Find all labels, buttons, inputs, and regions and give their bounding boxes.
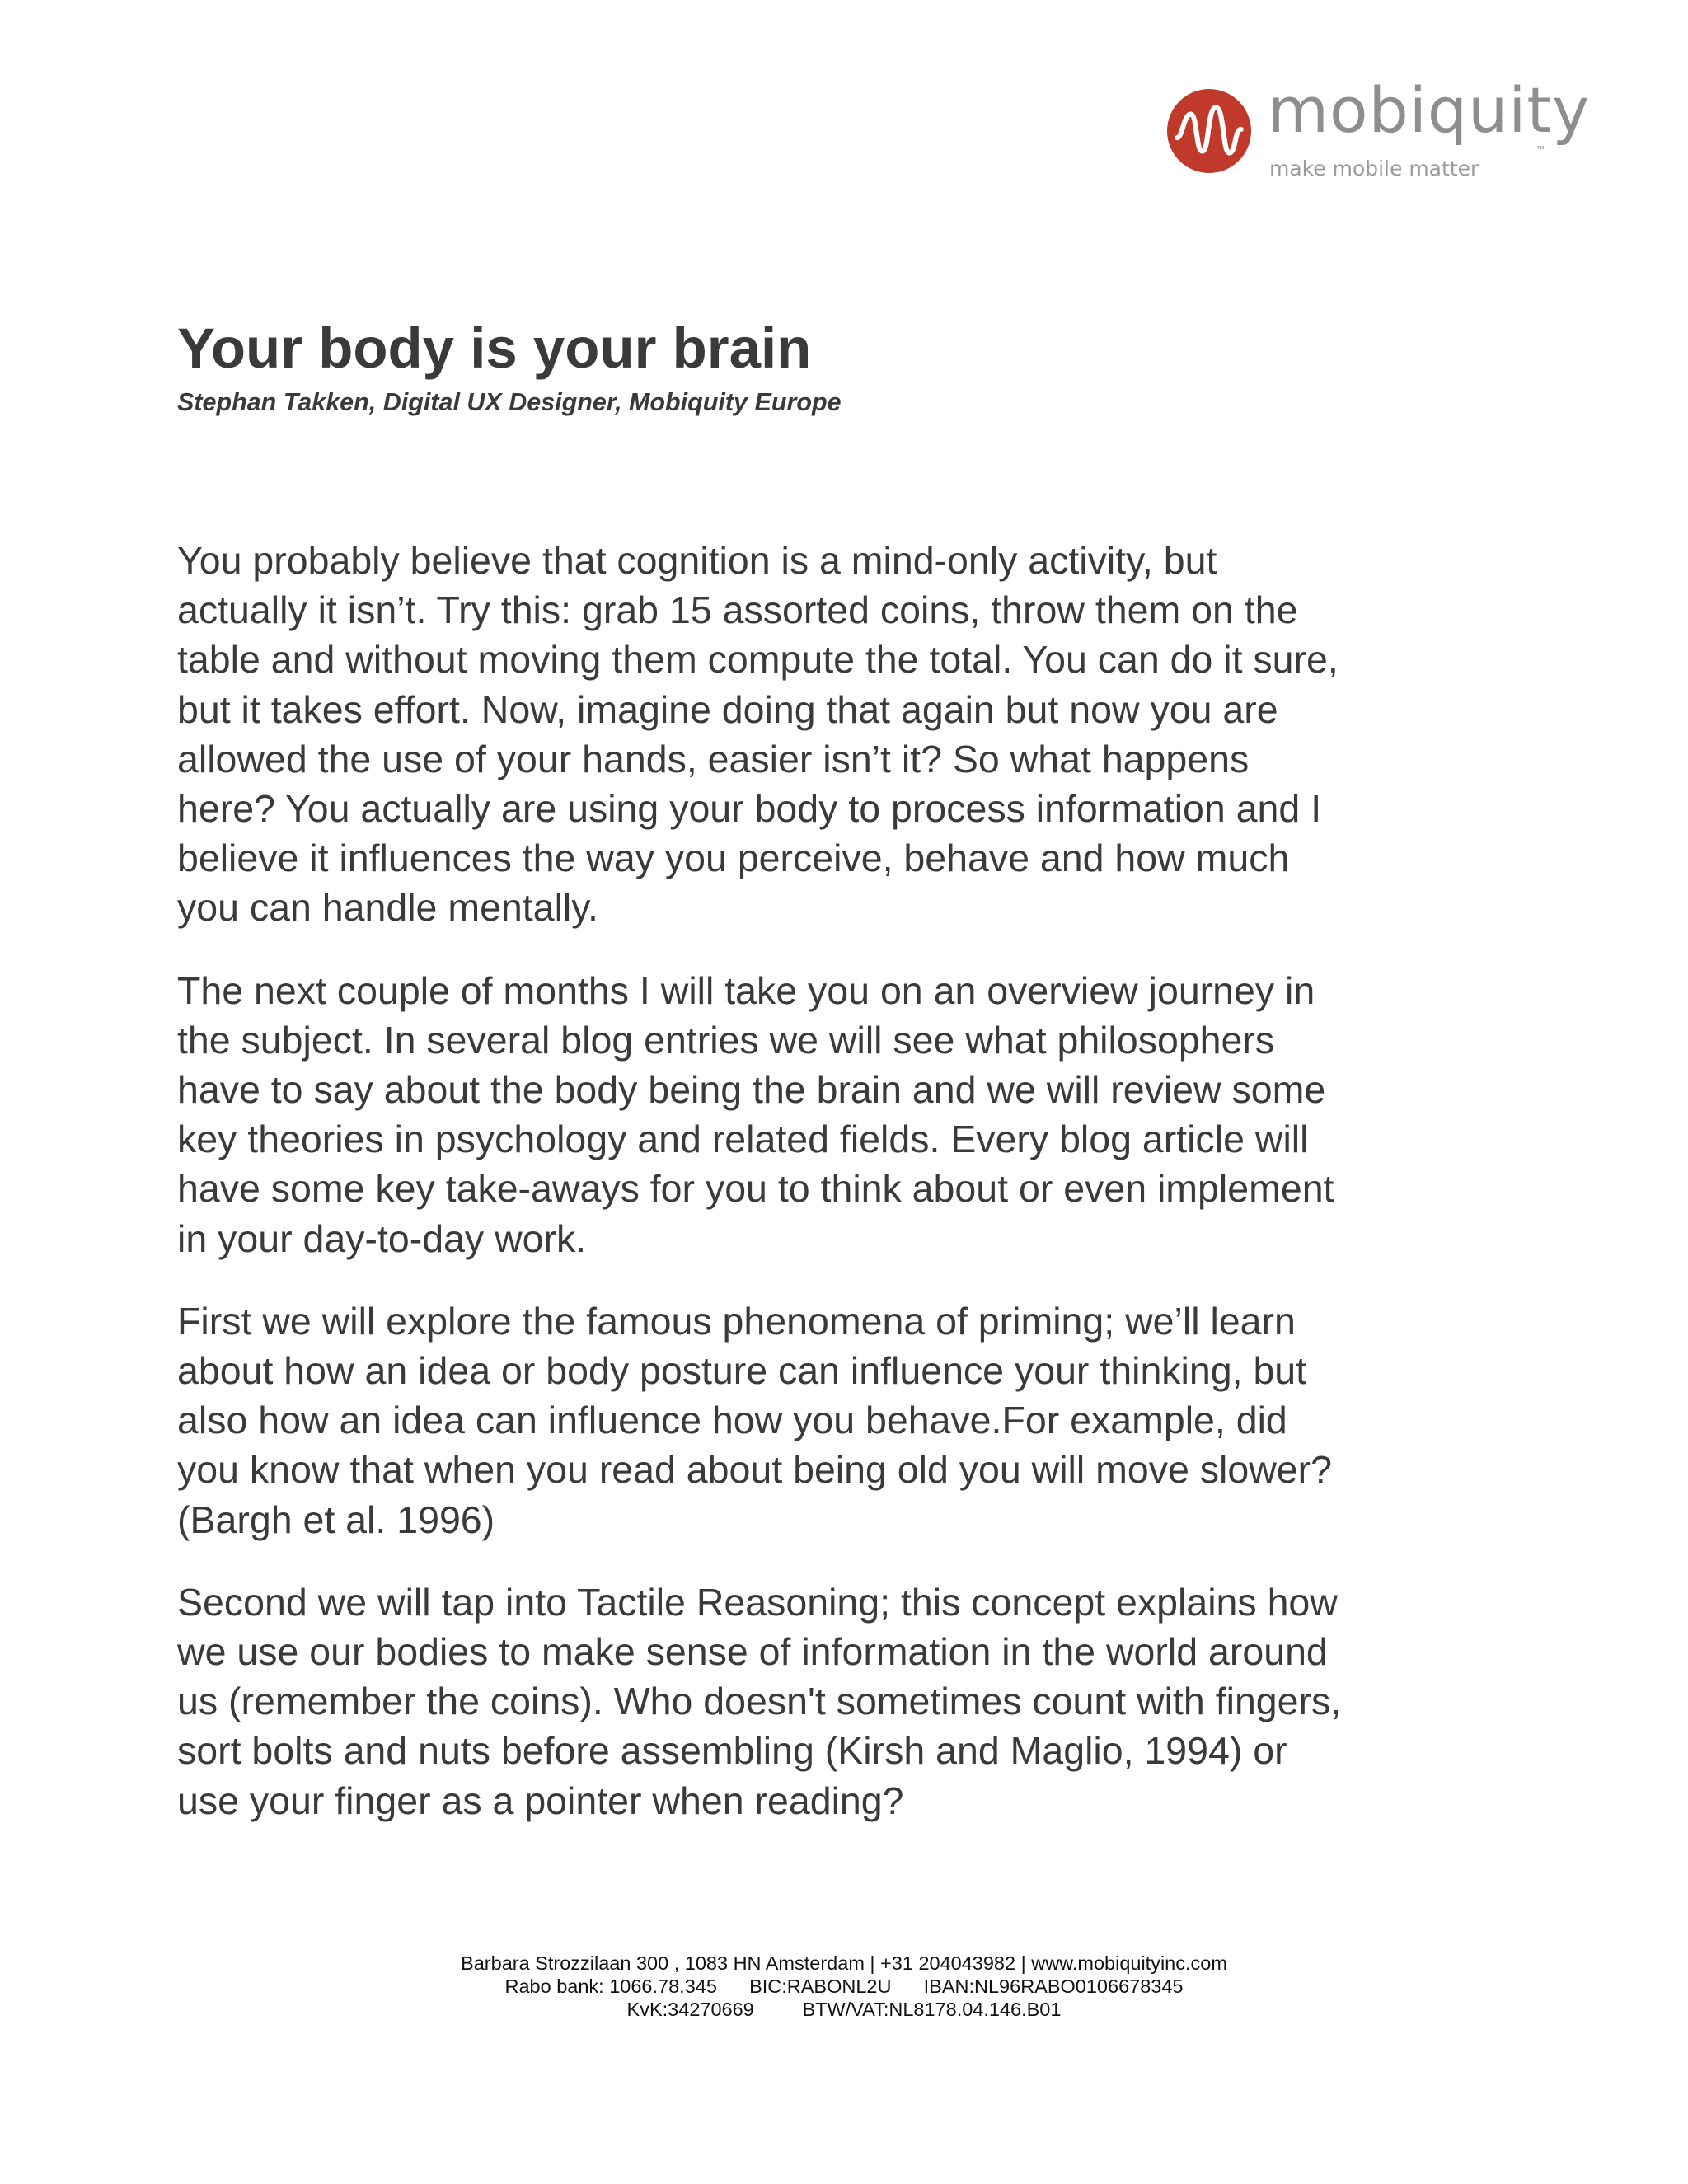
text-line: allowed the use of your hands, easier isn’t it? So what happens (177, 737, 1250, 780)
text-line: but it takes effort. Now, imagine doing that again but now you are (177, 687, 1278, 731)
text-line: the subject. In several blog entries we will see what philosophers (177, 1018, 1275, 1062)
text-line: in your day-to-day work. (177, 1216, 587, 1260)
text-line: key theories in psychology and related fields. Every blog article will (177, 1118, 1309, 1161)
article-body (177, 536, 1463, 1858)
text-line: have some key take-aways for you to think about or even implement (177, 1167, 1334, 1211)
text-line: use your finger as a pointer when reading? (177, 1779, 904, 1822)
text-line: actually it isn’t. Try this: grab 15 assorted coins, throw them on the (177, 588, 1298, 632)
text-line: have to say about the body being the brain and we will review some (177, 1068, 1326, 1112)
logo-trademark: ™ (1536, 145, 1545, 154)
article-title: Your body is your brain (177, 316, 812, 380)
text-line: The next couple of months I will take you on an overview journey in (177, 968, 1315, 1012)
text-line: we use our bodies to make sense of information in the world around (177, 1630, 1328, 1674)
text-line: here? You actually are using your body to process information and I (177, 787, 1322, 831)
text-line: table and without moving them compute the total. You can do it sure, (177, 638, 1339, 682)
logo-wordmark: mobiquity (1268, 73, 1591, 147)
text-line: us (remember the coins). Who doesn't sometimes count with fingers, (177, 1680, 1342, 1723)
company-logo (1167, 73, 1591, 188)
text-line: You probably believe that cognition is a mind-only activity, but (177, 539, 1217, 582)
text-line: believe it influences the way you perceive, behave and how much (177, 837, 1290, 880)
footer-address: Barbara Strozzilaan 300 , 1083 HN Amsterdam | +31 204043982 | www.mobiquityinc.com (461, 1952, 1227, 1974)
footer-registration: KvK:34270669 BTW/VAT:NL8178.04.146.B01 (626, 1999, 1062, 2020)
article-byline: Stephan Takken, Digital UX Designer, Mobiquity Europe (177, 388, 842, 416)
paragraph-2 (177, 966, 1463, 1263)
logo-tagline: make mobile matter (1269, 157, 1479, 180)
text-line: about how an idea or body posture can influence your thinking, but (177, 1349, 1307, 1393)
text-line: First we will explore the famous phenomena of priming; we’ll learn (177, 1299, 1296, 1343)
text-line: also how an idea can influence how you behave.For example, did (177, 1399, 1287, 1442)
footer-bank: Rabo bank: 1066.78.345 BIC:RABONL2U IBAN:NL96RABO0106678345 (504, 1975, 1184, 1997)
paragraph-4 (177, 1577, 1463, 1825)
text-line: you know that when you read about being old you will move slower? (177, 1448, 1332, 1492)
company-footer (0, 1952, 1688, 2021)
text-line: Second we will tap into Tactile Reasoning; this concept explains how (177, 1580, 1338, 1624)
paragraph-1 (177, 536, 1463, 933)
text-line: you can handle mentally. (177, 886, 598, 930)
text-line: (Bargh et al. 1996) (177, 1497, 495, 1541)
mobiquity-logo-icon (1167, 89, 1251, 173)
text-line: sort bolts and nuts before assembling (Kirsh and Maglio, 1994) or (177, 1729, 1287, 1773)
paragraph-3 (177, 1296, 1463, 1544)
